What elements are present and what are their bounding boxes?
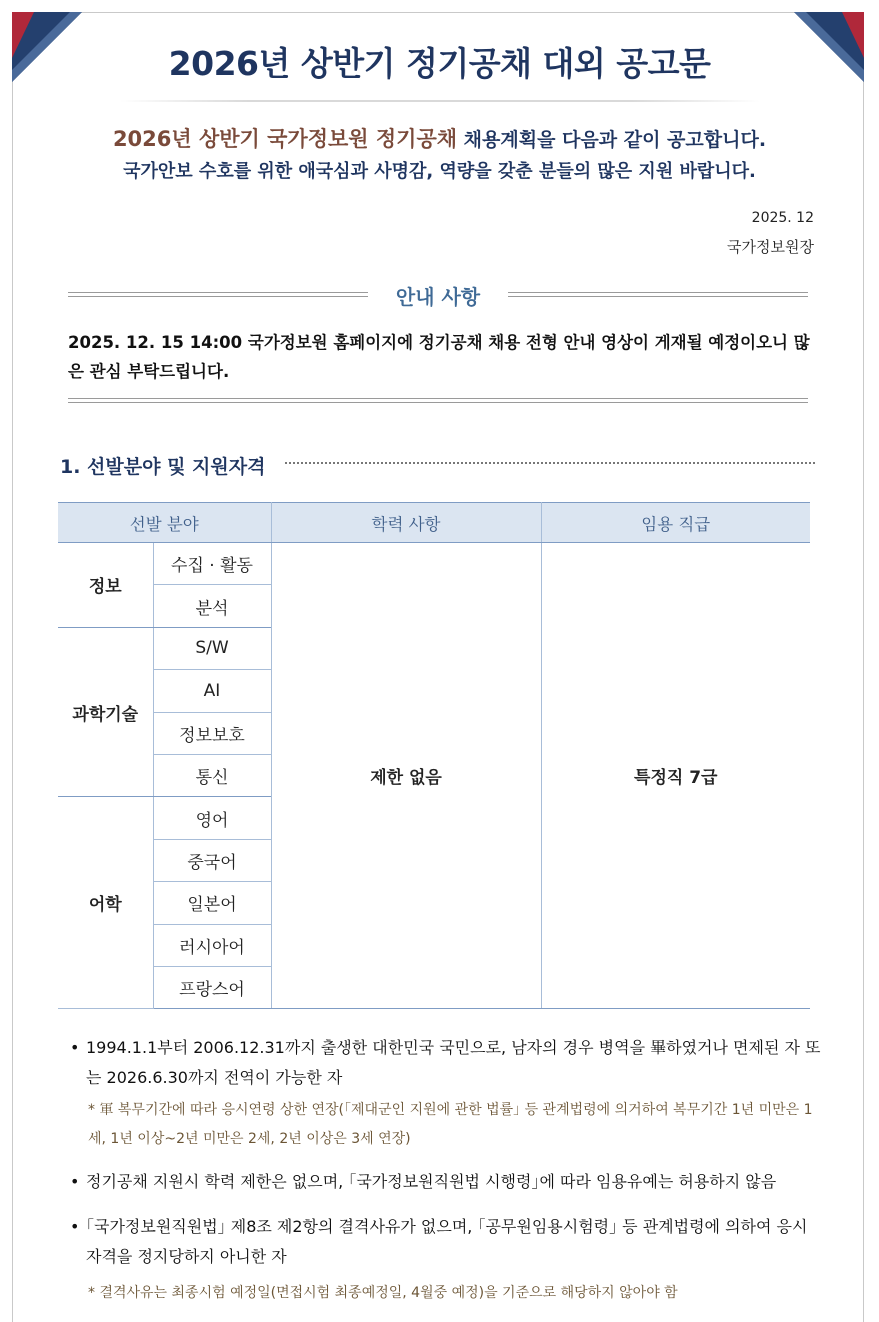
- field-cell: 프랑스어: [153, 966, 271, 1008]
- notice-label: 안내 사항: [395, 285, 481, 309]
- field-cell: 중국어: [153, 839, 271, 881]
- section-dotted-leader: [285, 462, 815, 464]
- notice-bottom-divider: [68, 398, 808, 403]
- field-cell: 정보보호: [153, 712, 271, 754]
- title-divider: [120, 100, 760, 102]
- bullet-dot-icon: •: [70, 1217, 80, 1236]
- header-education: 학력 사항: [271, 503, 541, 543]
- bullet-text: 정기공채 지원시 학력 제한은 없으며, ｢국가정보원직원법 시행령｣에 따라 임용유예는 허용하지 않음: [86, 1172, 777, 1191]
- notice-divider-right: [508, 292, 808, 297]
- field-cell: 통신: [153, 754, 271, 796]
- intro-line-1: [0, 123, 879, 153]
- bullet-text: 1994.1.1부터 2006.12.31까지 출생한 대한민국 국민으로, 남자의 경우 병역을 畢하였거나 면제된 자 또는 2026.6.30까지 전역이 가능한 자: [86, 1038, 821, 1087]
- header-rank: 임용 직급: [541, 503, 810, 543]
- group-intelligence: 정보: [58, 543, 153, 628]
- note-military-extension: * 軍 복무기간에 따라 응시연령 상한 연장(｢제대군인 지원에 관한 법률｣ 등 관계법령에 의거하여 복무기간 1년 미만은 1세, 1년 이상~2년 미만은 2세, 2년 이상은 3세 연장): [88, 1102, 813, 1147]
- table-row: [58, 543, 810, 585]
- field-cell: AI: [153, 670, 271, 712]
- group-science-technology: 과학기술: [58, 627, 153, 797]
- education-requirement: 제한 없음: [271, 543, 541, 1009]
- group-language: 어학: [58, 797, 153, 1009]
- issuer-name: 국가정보원장: [727, 238, 814, 256]
- notice-heading: [68, 280, 808, 308]
- notice-body: 2025. 12. 15 14:00 국가정보원 홈페이지에 정기공채 채용 전형 안내 영상이 게재될 예정이오니 많은 관심 부탁드립니다.: [68, 333, 810, 381]
- field-cell: 분석: [153, 585, 271, 627]
- issue-date: 2025. 12: [751, 210, 814, 226]
- table-header-row: [58, 503, 810, 543]
- field-cell: 영어: [153, 797, 271, 839]
- field-cell: S/W: [153, 627, 271, 669]
- section-heading: 1. 선발분야 및 지원자격: [60, 456, 266, 478]
- bullet-text: ｢국가정보원직원법｣ 제8조 제2항의 결격사유가 없으며, ｢공무원임용시험령｣ 등 관계법령에 의하여 응시 자격을 정지당하지 아니한 자: [86, 1217, 808, 1266]
- intro-accent: 2026년 상반기 국가정보원 정기공채: [112, 127, 458, 151]
- note-disqualification-basis: * 결격사유는 최종시험 예정일(면접시험 최종예정일, 4월중 예정)을 기준으로 해당하지 않아야 함: [88, 1285, 678, 1301]
- appointment-rank: 특정직 7급: [541, 543, 810, 1009]
- field-cell: 수집 · 활동: [153, 543, 271, 585]
- field-cell: 러시아어: [153, 924, 271, 966]
- intro-line-2: 국가안보 수호를 위한 애국심과 사명감, 역량을 갖춘 분들의 많은 지원 바랍니다.: [123, 161, 756, 182]
- page-title: 2026년 상반기 정기공채 대외 공고문: [168, 44, 711, 83]
- selection-table: [58, 502, 810, 1009]
- field-cell: 일본어: [153, 882, 271, 924]
- bullet-dot-icon: •: [70, 1038, 80, 1057]
- intro-line-1-rest: 채용계획을 다음과 같이 공고합니다.: [457, 129, 767, 151]
- header-field: 선발 분야: [58, 503, 271, 543]
- bullet-dot-icon: •: [70, 1172, 80, 1191]
